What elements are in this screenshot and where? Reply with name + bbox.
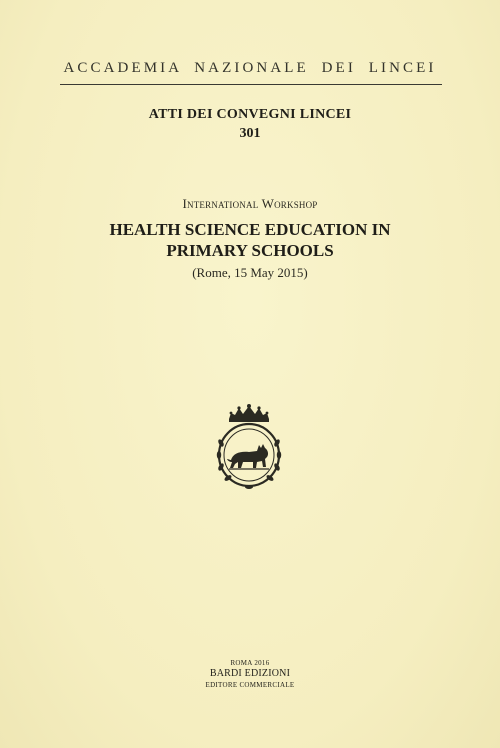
series-title: ATTI DEI CONVEGNI LINCEI xyxy=(148,107,352,122)
imprint xyxy=(0,658,500,690)
imprint-publisher: BARDI EDIZIONI xyxy=(209,668,291,679)
book-title xyxy=(0,219,500,261)
imprint-place-year: ROMA 2016 xyxy=(230,659,270,667)
series-number: 301 xyxy=(239,126,261,141)
event-type: International Workshop xyxy=(182,196,318,211)
lynx-crest-icon xyxy=(211,403,287,491)
book-title-line-2: PRIMARY SCHOOLS xyxy=(166,241,334,260)
event-dates: (Rome, 15 May 2015) xyxy=(192,265,308,280)
header-rule xyxy=(60,84,442,85)
academy-name: ACCADEMIA NAZIONALE DEI LINCEI xyxy=(63,60,437,76)
book-title-line-1: HEALTH SCIENCE EDUCATION IN xyxy=(109,220,391,239)
imprint-publisher-subtitle: EDITORE COMMERCIALE xyxy=(205,681,295,689)
